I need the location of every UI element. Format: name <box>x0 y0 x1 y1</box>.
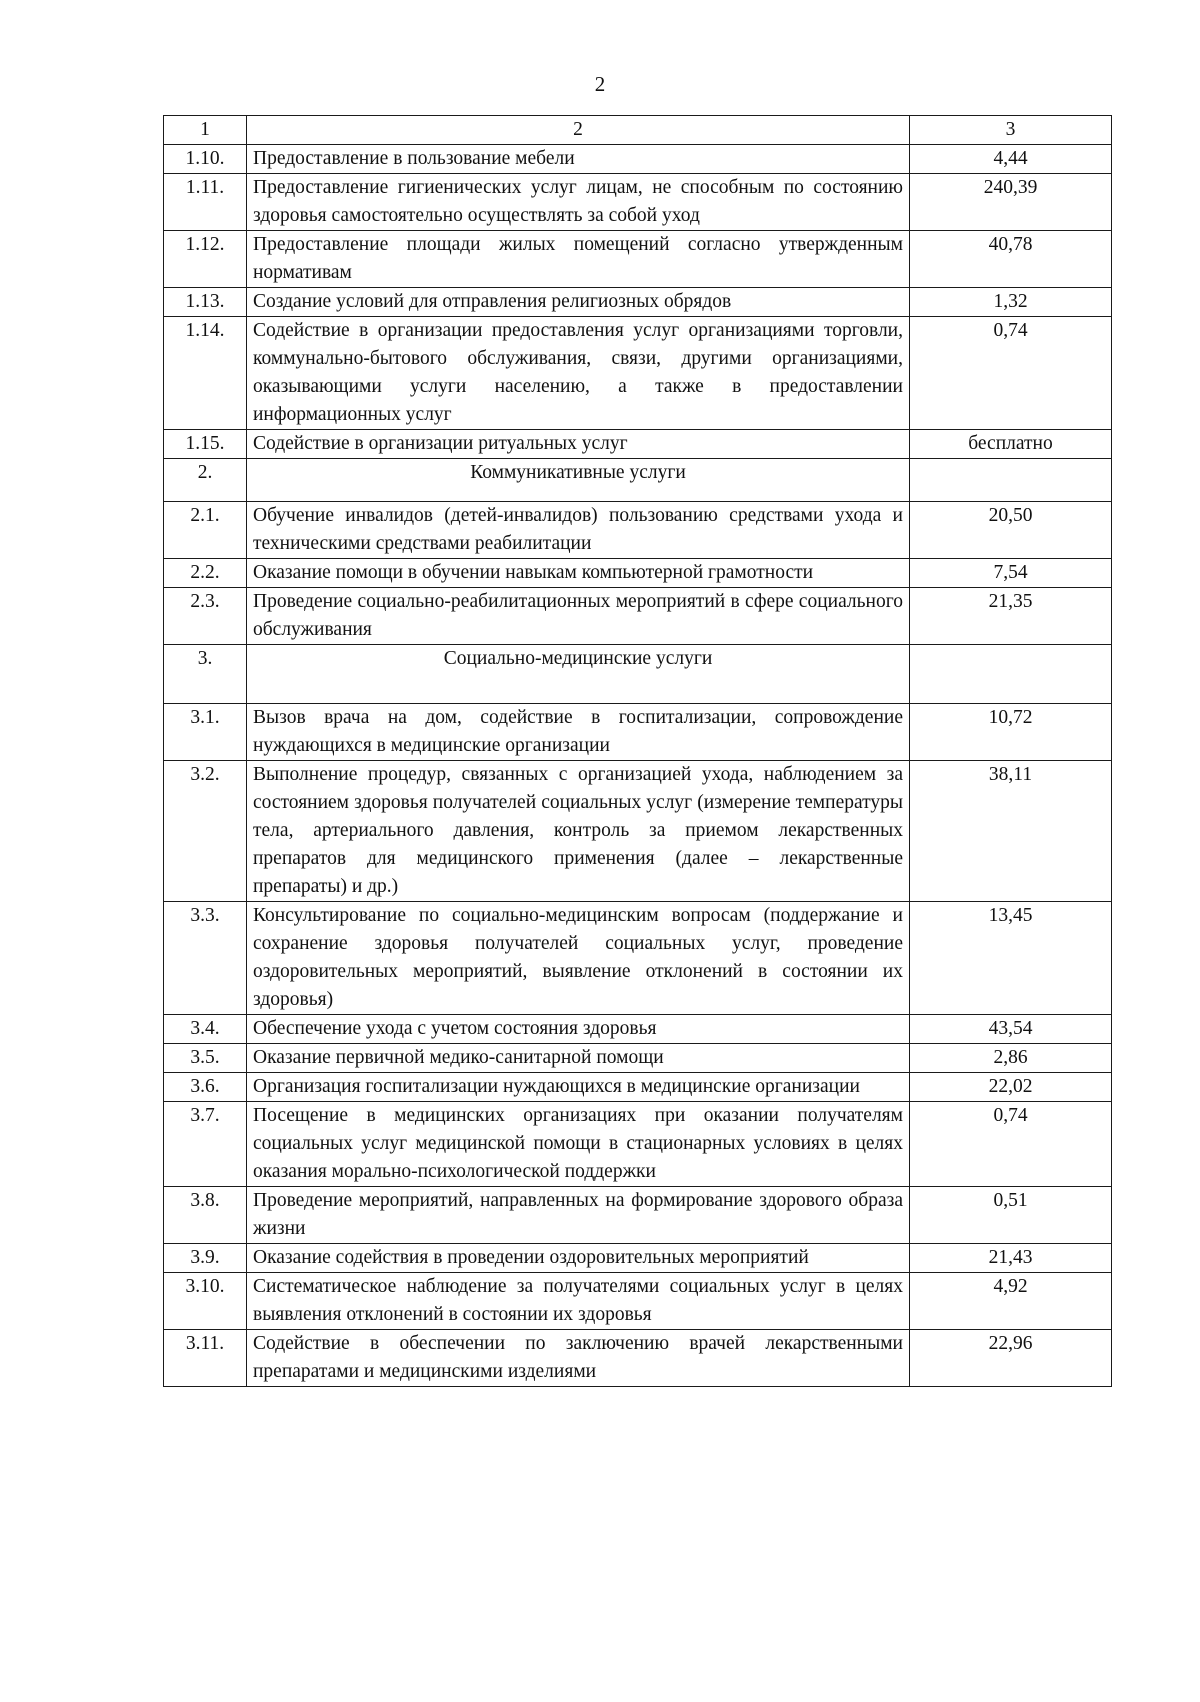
table-row <box>164 1073 1112 1102</box>
service-name: Оказание первичной медико-санитарной помощи <box>247 1044 910 1073</box>
service-price: 10,72 <box>910 704 1112 761</box>
service-name: Предоставление площади жилых помещений согласно утвержденным нормативам <box>247 231 910 288</box>
table-row <box>164 704 1112 761</box>
header-col-3: 3 <box>910 116 1112 145</box>
service-name: Организация госпитализации нуждающихся в медицинские организации <box>247 1073 910 1102</box>
service-name: Предоставление гигиенических услуг лицам, не способным по состоянию здоровья самостоятельно осуществлять за собой уход <box>247 174 910 231</box>
section-title: Коммуникативные услуги <box>247 459 910 502</box>
service-name: Содействие в организации ритуальных услуг <box>247 430 910 459</box>
header-col-1: 1 <box>164 116 247 145</box>
service-price: 7,54 <box>910 559 1112 588</box>
row-number: 2.1. <box>164 502 247 559</box>
table-row <box>164 288 1112 317</box>
table-row <box>164 317 1112 430</box>
service-price: 0,51 <box>910 1187 1112 1244</box>
table-row <box>164 1044 1112 1073</box>
row-number: 1.14. <box>164 317 247 430</box>
row-number: 3.7. <box>164 1102 247 1187</box>
row-number: 3.3. <box>164 902 247 1015</box>
table-row <box>164 761 1112 902</box>
service-price: 0,74 <box>910 1102 1112 1187</box>
table-row <box>164 559 1112 588</box>
service-price: 4,44 <box>910 145 1112 174</box>
service-name: Обеспечение ухода с учетом состояния здоровья <box>247 1015 910 1044</box>
row-number: 2.2. <box>164 559 247 588</box>
table-row <box>164 1244 1112 1273</box>
service-name: Предоставление в пользование мебели <box>247 145 910 174</box>
page-number: 2 <box>594 72 606 96</box>
header-col-2: 2 <box>247 116 910 145</box>
service-price: 40,78 <box>910 231 1112 288</box>
row-number: 3.5. <box>164 1044 247 1073</box>
section-title: Социально-медицинские услуги <box>247 645 910 704</box>
service-price: 43,54 <box>910 1015 1112 1044</box>
service-name: Оказание содействия в проведении оздоровительных мероприятий <box>247 1244 910 1273</box>
row-number: 3.1. <box>164 704 247 761</box>
table-row <box>164 145 1112 174</box>
row-number: 3.8. <box>164 1187 247 1244</box>
table-row <box>164 1330 1112 1387</box>
service-name: Создание условий для отправления религиозных обрядов <box>247 288 910 317</box>
service-name: Оказание помощи в обучении навыкам компьютерной грамотности <box>247 559 910 588</box>
service-name: Посещение в медицинских организациях при оказании получателям социальных услуг медицинской помощи в стационарных условиях в целях оказания морально-психологической поддержки <box>247 1102 910 1187</box>
table-row <box>164 1187 1112 1244</box>
row-number: 3.11. <box>164 1330 247 1387</box>
section-price <box>910 645 1112 704</box>
service-name: Содействие в обеспечении по заключению врачей лекарственными препаратами и медицинскими изделиями <box>247 1330 910 1387</box>
row-number: 1.15. <box>164 430 247 459</box>
row-number: 1.10. <box>164 145 247 174</box>
service-price: 22,96 <box>910 1330 1112 1387</box>
service-price: 240,39 <box>910 174 1112 231</box>
row-number: 3.6. <box>164 1073 247 1102</box>
service-price: 22,02 <box>910 1073 1112 1102</box>
service-name: Консультирование по социально-медицинским вопросам (поддержание и сохранение здоровья получателей социальных услуг, проведение оздоровительных мероприятий, выявление отклонений в состоянии их здоровья) <box>247 902 910 1015</box>
service-price: 0,74 <box>910 317 1112 430</box>
section-number: 2. <box>164 459 247 502</box>
table-row <box>164 231 1112 288</box>
service-price: 1,32 <box>910 288 1112 317</box>
section-row <box>164 645 1112 704</box>
service-price: 20,50 <box>910 502 1112 559</box>
section-row <box>164 459 1112 502</box>
row-number: 1.11. <box>164 174 247 231</box>
service-price: 38,11 <box>910 761 1112 902</box>
row-number: 2.3. <box>164 588 247 645</box>
table-row <box>164 174 1112 231</box>
service-price: 21,35 <box>910 588 1112 645</box>
row-number: 3.4. <box>164 1015 247 1044</box>
table-row <box>164 1102 1112 1187</box>
service-name: Выполнение процедур, связанных с организацией ухода, наблюдением за состоянием здоровья получателей социальных услуг (измерение температуры тела, артериального давления, контроль за приемом лекарственных препаратов для медицинского применения (далее – лекарственные препараты) и др.) <box>247 761 910 902</box>
table-row <box>164 1273 1112 1330</box>
service-price: 21,43 <box>910 1244 1112 1273</box>
table-header-row <box>164 116 1112 145</box>
service-name: Проведение социально-реабилитационных мероприятий в сфере социального обслуживания <box>247 588 910 645</box>
service-name: Вызов врача на дом, содействие в госпитализации, сопровождение нуждающихся в медицинские организации <box>247 704 910 761</box>
table-row <box>164 502 1112 559</box>
row-number: 1.12. <box>164 231 247 288</box>
section-number: 3. <box>164 645 247 704</box>
section-price <box>910 459 1112 502</box>
service-name: Проведение мероприятий, направленных на формирование здорового образа жизни <box>247 1187 910 1244</box>
row-number: 1.13. <box>164 288 247 317</box>
table-row <box>164 588 1112 645</box>
row-number: 3.9. <box>164 1244 247 1273</box>
table-row <box>164 902 1112 1015</box>
table-row <box>164 1015 1112 1044</box>
service-price: бесплатно <box>910 430 1112 459</box>
service-name: Систематическое наблюдение за получателями социальных услуг в целях выявления отклонений в состоянии их здоровья <box>247 1273 910 1330</box>
service-price: 4,92 <box>910 1273 1112 1330</box>
row-number: 3.10. <box>164 1273 247 1330</box>
table-row <box>164 430 1112 459</box>
service-name: Содействие в организации предоставления услуг организациями торговли, коммунально-бытового обслуживания, связи, другими организациями, оказывающими услуги населению, а также в предоставлении информационных услуг <box>247 317 910 430</box>
row-number: 3.2. <box>164 761 247 902</box>
service-price: 13,45 <box>910 902 1112 1015</box>
service-name: Обучение инвалидов (детей-инвалидов) пользованию средствами ухода и техническими средствами реабилитации <box>247 502 910 559</box>
service-price: 2,86 <box>910 1044 1112 1073</box>
services-price-table <box>163 115 1112 1387</box>
